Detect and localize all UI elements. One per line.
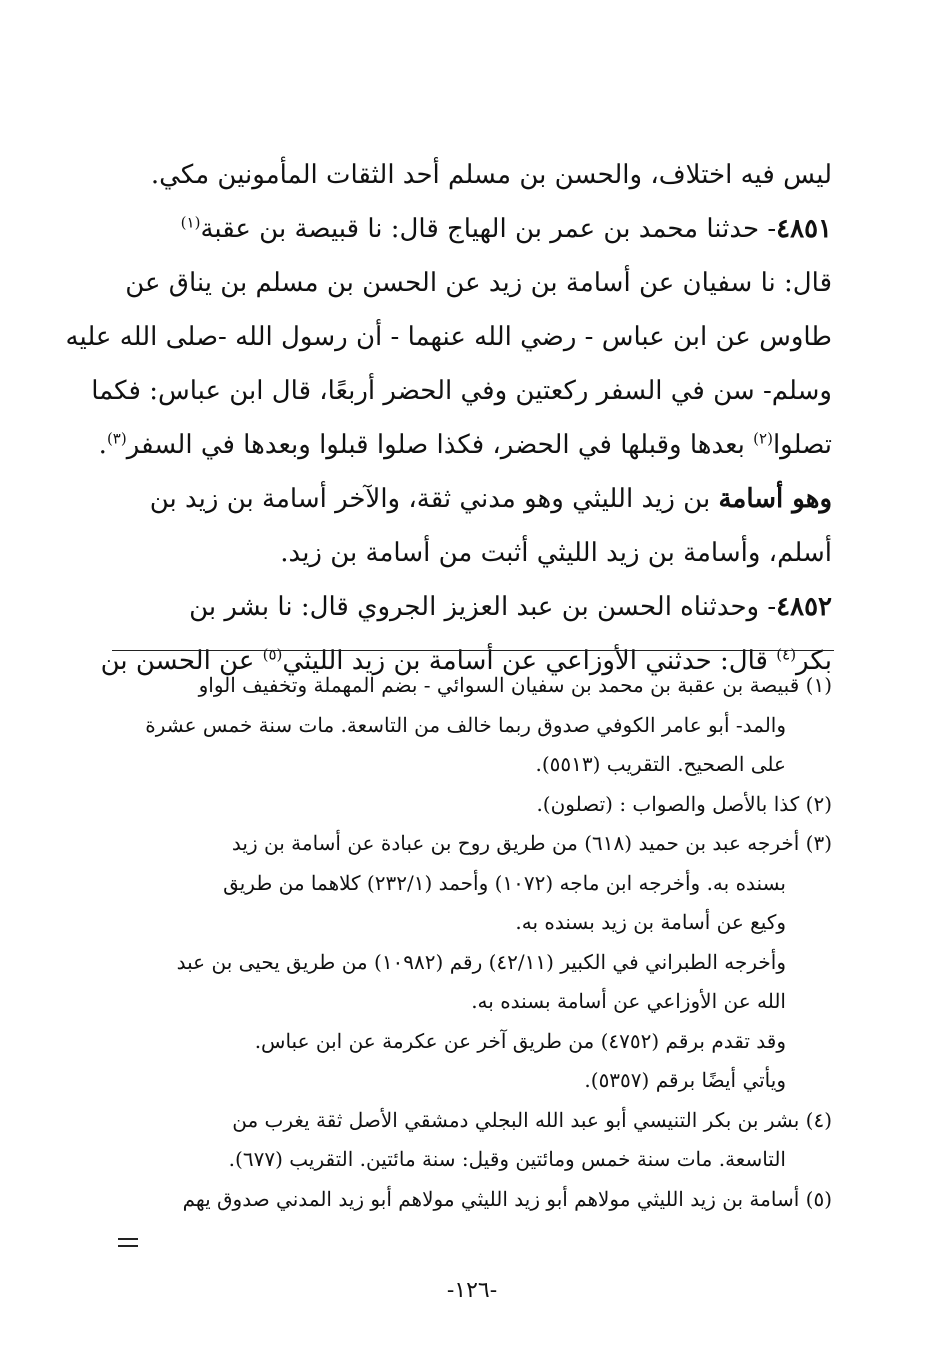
text-line: قال: نا سفيان عن أسامة بن زيد عن الحسن بن مسلم بن يناق عن	[125, 268, 832, 298]
main-text	[65, 148, 832, 688]
text-line: وسلم- سن في السفر ركعتين وفي الحضر أربعًا، قال ابن عباس: فكما	[91, 376, 832, 406]
footnote-divider	[112, 650, 834, 651]
footnote-line: وكيع عن أسامة بن زيد بسنده به.	[515, 910, 786, 934]
footnote-line: وأخرجه الطبراني في الكبير (٤٢/١١) رقم (١٠٩٨٢) من طريق يحيى بن عبد	[176, 949, 786, 974]
footnote-line: بسنده به. وأخرجه ابن ماجه (١٠٧٢) وأحمد (٢٣٢/١) كلاهما من طريق	[223, 870, 786, 895]
footnote-line: التاسعة. مات سنة خمس ومائتين وقيل: سنة مائتين. التقريب (٦٧٧).	[228, 1147, 786, 1171]
footnote-ref: (٣)	[106, 429, 127, 448]
text-line: ليس فيه اختلاف، والحسن بن مسلم أحد الثقات المأمونين مكي.	[150, 160, 832, 190]
footnote-line: على الصحيح. التقريب (٥٥١٣).	[535, 752, 786, 776]
hadith-4852-line: ٤٨٥٢- وحدثناه الحسن بن عبد العزيز الجروي قال: نا بشر بن	[189, 592, 832, 622]
text-line: طاوس عن ابن عباس - رضي الله عنهما - أن رسول الله -صلى الله عليه	[65, 322, 832, 352]
footnote-line: والمد- أبو عامر الكوفي صدوق ربما خالف من التاسعة. مات سنة خمس عشرة	[145, 712, 786, 737]
footnote-line: (٢) كذا بالأصل والصواب : (تصلون).	[536, 791, 832, 816]
footnote-line: وقد تقدم برقم (٤٧٥٢) من طريق آخر عن عكرمة عن ابن عباس.	[254, 1028, 786, 1053]
text-line: وهو أسامة بن زيد الليثي وهو مدني ثقة، والآخر أسامة بن زيد بن	[149, 484, 832, 514]
footnote-line: (٣) أخرجه عبد بن حميد (٦١٨) من طريق روح بن عبادة عن أسامة بن زيد	[231, 831, 832, 855]
footnote-line: (٤) بشر بن بكر التنيسي أبو عبد الله البجلي دمشقي الأصل ثقة يغرب من	[232, 1107, 832, 1132]
hadith-number: ٤٨٥٢	[776, 592, 832, 622]
footnote-line: الله عن الأوزاعي عن أسامة بسنده به.	[471, 989, 786, 1013]
page-number: -١٢٦-	[446, 1278, 498, 1303]
text-line: أسلم، وأسامة بن زيد الليثي أثبت من أسامة بن زيد.	[280, 538, 832, 568]
footnote-line: ويأتي أيضًا برقم (٥٣٥٧).	[584, 1068, 786, 1092]
text-line: بكر$^{(٤)}$ قال: حدثني الأوزاعي عن أسامة بن زيد الليثي$^{(٥)}$ عن الحسن بن	[100, 645, 832, 676]
footnote-ref: (١)	[180, 213, 201, 232]
footnote-line: (٥) أسامة بن زيد الليثي مولاهم أبو زيد الليثي مولاهم أبو زيد المدني صدوق يهم	[182, 1186, 832, 1211]
footnote-ref: (٢)	[753, 429, 773, 448]
footnotes	[112, 666, 832, 1219]
footnote-ref: (٥)	[262, 645, 283, 664]
hadith-number: ٤٨٥١	[776, 214, 832, 244]
footnote-ref: (٤)	[776, 645, 797, 664]
hadith-4851-line: ٤٨٥١- حدثنا محمد بن عمر بن الهياج قال: نا قبيصة بن عقبة$^{(١)}$	[180, 213, 832, 244]
continuation-mark	[118, 1238, 138, 1240]
text-line: تصلوا$^{(٢)}$ بعدها وقبلها في الحضر، فكذا صلوا قبلوا وبعدها في السفر$^{(٣)}$.	[98, 429, 832, 460]
footnote-line: (١) قبيصة بن عقبة بن محمد بن سفيان السوائي - بضم المهملة وتخفيف الواو	[198, 673, 832, 697]
